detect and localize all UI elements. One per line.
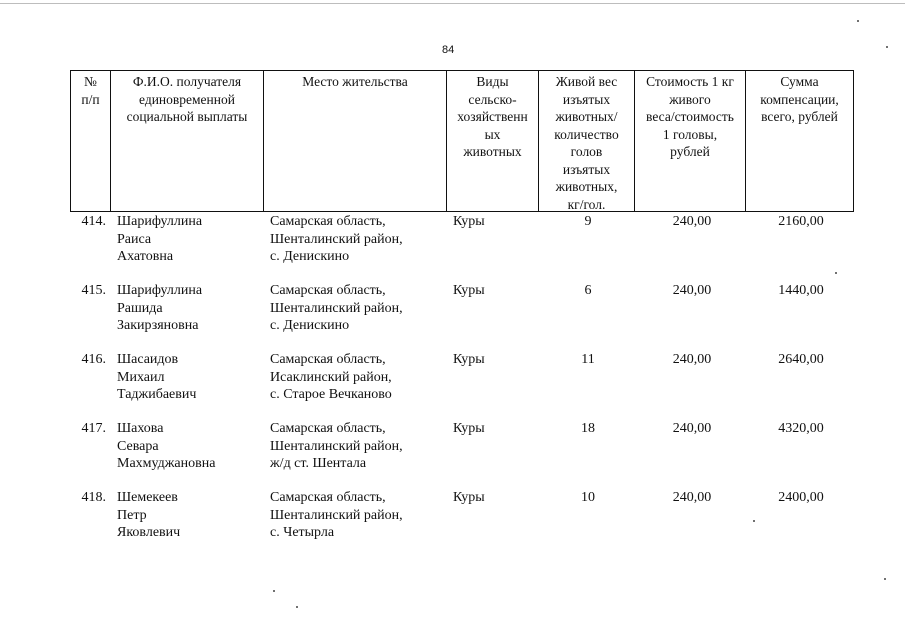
scan-speck — [273, 590, 275, 592]
row-price: 240,00 — [672, 490, 712, 505]
row-num: 415. — [81, 283, 106, 298]
header-animal-kind: Виды сельско- хозяйственн ых животных — [447, 71, 539, 211]
header-price: Стоимость 1 кг живого веса/стоимость 1 головы, рублей — [635, 71, 746, 211]
row-kind: Куры — [453, 214, 485, 229]
scan-speck — [835, 272, 837, 274]
row-num: 416. — [81, 352, 106, 367]
table-header — [70, 70, 854, 212]
row-kind: Куры — [453, 352, 485, 367]
row-weight: 11 — [581, 352, 595, 367]
row-num: 417. — [81, 421, 106, 436]
row-sum: 4320,00 — [778, 421, 824, 436]
row-name: Шахова Севара Махмуджановна — [117, 421, 216, 471]
row-weight: 9 — [584, 214, 592, 229]
row-name: Шемекеев Петр Яковлевич — [117, 490, 181, 540]
row-place: Самарская область, Шенталинский район, с. Четырла — [270, 490, 403, 540]
row-weight: 10 — [581, 490, 595, 505]
header-name: Ф.И.О. получателя единовременной социальной выплаты — [111, 71, 264, 211]
row-num: 418. — [81, 490, 106, 505]
row-weight: 18 — [581, 421, 595, 436]
row-place: Самарская область, Шенталинский район, с. Денискино — [270, 283, 403, 333]
scan-speck — [296, 606, 298, 608]
row-kind: Куры — [453, 421, 485, 436]
row-kind: Куры — [453, 490, 485, 505]
row-name: Шарифуллина Раиса Ахатовна — [117, 214, 203, 264]
row-sum: 2400,00 — [778, 490, 824, 505]
row-name: Шарифуллина Рашида Закирзяновна — [117, 283, 203, 333]
header-weight: Живой вес изъятых животных/ количество голов изъятых животных, кг/гол. — [539, 71, 635, 211]
row-price: 240,00 — [672, 283, 712, 298]
row-num: 414. — [81, 214, 106, 229]
row-sum: 1440,00 — [778, 283, 824, 298]
row-name: Шасаидов Михаил Таджибаевич — [117, 352, 197, 402]
row-place: Самарская область, Шенталинский район, с. Денискино — [270, 214, 403, 264]
scan-top-edge — [0, 3, 905, 4]
page-number: 84 — [442, 44, 455, 56]
header-place: Место жительства — [264, 71, 447, 211]
row-sum: 2640,00 — [778, 352, 824, 367]
scan-speck — [753, 520, 755, 522]
row-price: 240,00 — [672, 421, 712, 436]
scan-speck — [884, 578, 886, 580]
row-kind: Куры — [453, 283, 485, 298]
row-place: Самарская область, Исаклинский район, с. Старое Вечканово — [270, 352, 392, 402]
row-price: 240,00 — [672, 352, 712, 367]
header-sum: Сумма компенсации, всего, рублей — [760, 74, 839, 124]
row-weight: 6 — [584, 283, 592, 298]
scan-speck — [857, 20, 859, 22]
row-price: 240,00 — [672, 214, 712, 229]
header-num: № п/п — [71, 71, 111, 211]
scan-speck — [886, 46, 888, 48]
row-place: Самарская область, Шенталинский район, ж/д ст. Шентала — [270, 421, 403, 471]
row-sum: 2160,00 — [778, 214, 824, 229]
